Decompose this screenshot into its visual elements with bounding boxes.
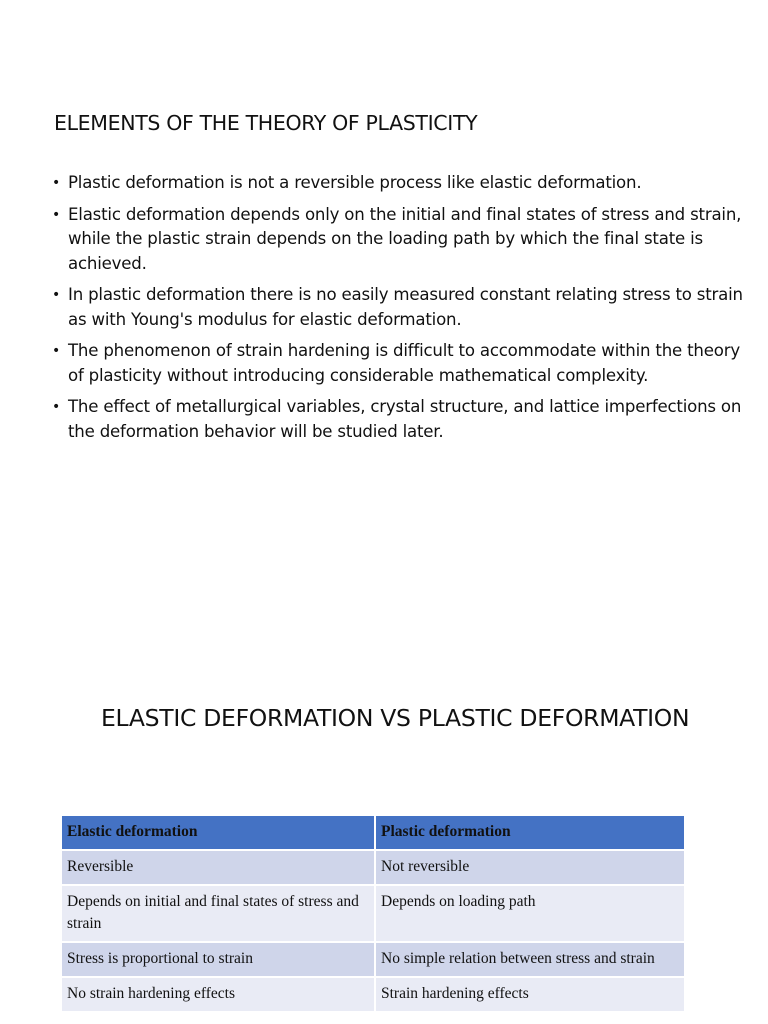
slide-title: ELASTIC DEFORMATION VS PLASTIC DEFORMATION	[101, 704, 690, 732]
bullet-item	[52, 283, 752, 332]
bullet-text: Elastic deformation depends only on the initial and final states of stress and strain, while the plastic strain depends on the loading path by which the final state is achieved.	[68, 204, 742, 273]
table-cell: Stress is proportional to strain	[61, 942, 375, 977]
bullet-dot-icon: •	[52, 399, 61, 415]
bullet-dot-icon: •	[52, 287, 61, 303]
column-header-plastic: Plastic deformation	[375, 815, 685, 850]
bullet-dot-icon: •	[52, 175, 61, 191]
bullet-text: In plastic deformation there is no easily measured constant relating stress to strain as with Young's modulus for elastic deformation.	[68, 285, 743, 329]
table-cell: Depends on loading path	[375, 885, 685, 942]
slide-elastic-vs-plastic	[0, 640, 768, 1024]
table-row	[61, 977, 685, 1012]
table-cell: Strain hardening effects	[375, 977, 685, 1012]
table-cell: Reversible	[61, 850, 375, 885]
table-row	[61, 885, 685, 942]
table-cell: No simple relation between stress and strain	[375, 942, 685, 977]
table-cell: Depends on initial and final states of stress and strain	[61, 885, 375, 942]
bullet-dot-icon: •	[52, 206, 61, 223]
bullet-item	[52, 203, 752, 277]
comparison-table	[60, 814, 686, 1013]
bullet-list	[52, 171, 752, 451]
bullet-text: The effect of metallurgical variables, crystal structure, and lattice imperfections on the deformation behavior will be studied later.	[68, 397, 742, 441]
bullet-dot-icon: •	[52, 343, 61, 359]
bullet-text: The phenomenon of strain hardening is difficult to accommodate within the theory of plasticity without introducing considerable mathematical complexity.	[68, 341, 740, 385]
table-cell: No strain hardening effects	[61, 977, 375, 1012]
bullet-text: Plastic deformation is not a reversible process like elastic deformation.	[68, 173, 642, 192]
table-row	[61, 942, 685, 977]
table-cell: Not reversible	[375, 850, 685, 885]
table-header-row	[61, 815, 685, 850]
column-header-elastic: Elastic deformation	[61, 815, 375, 850]
bullet-item	[52, 339, 752, 388]
table-row	[61, 850, 685, 885]
bullet-item	[52, 171, 752, 196]
bullet-item	[52, 395, 752, 444]
slide-title: ELEMENTS OF THE THEORY OF PLASTICITY	[54, 111, 478, 135]
